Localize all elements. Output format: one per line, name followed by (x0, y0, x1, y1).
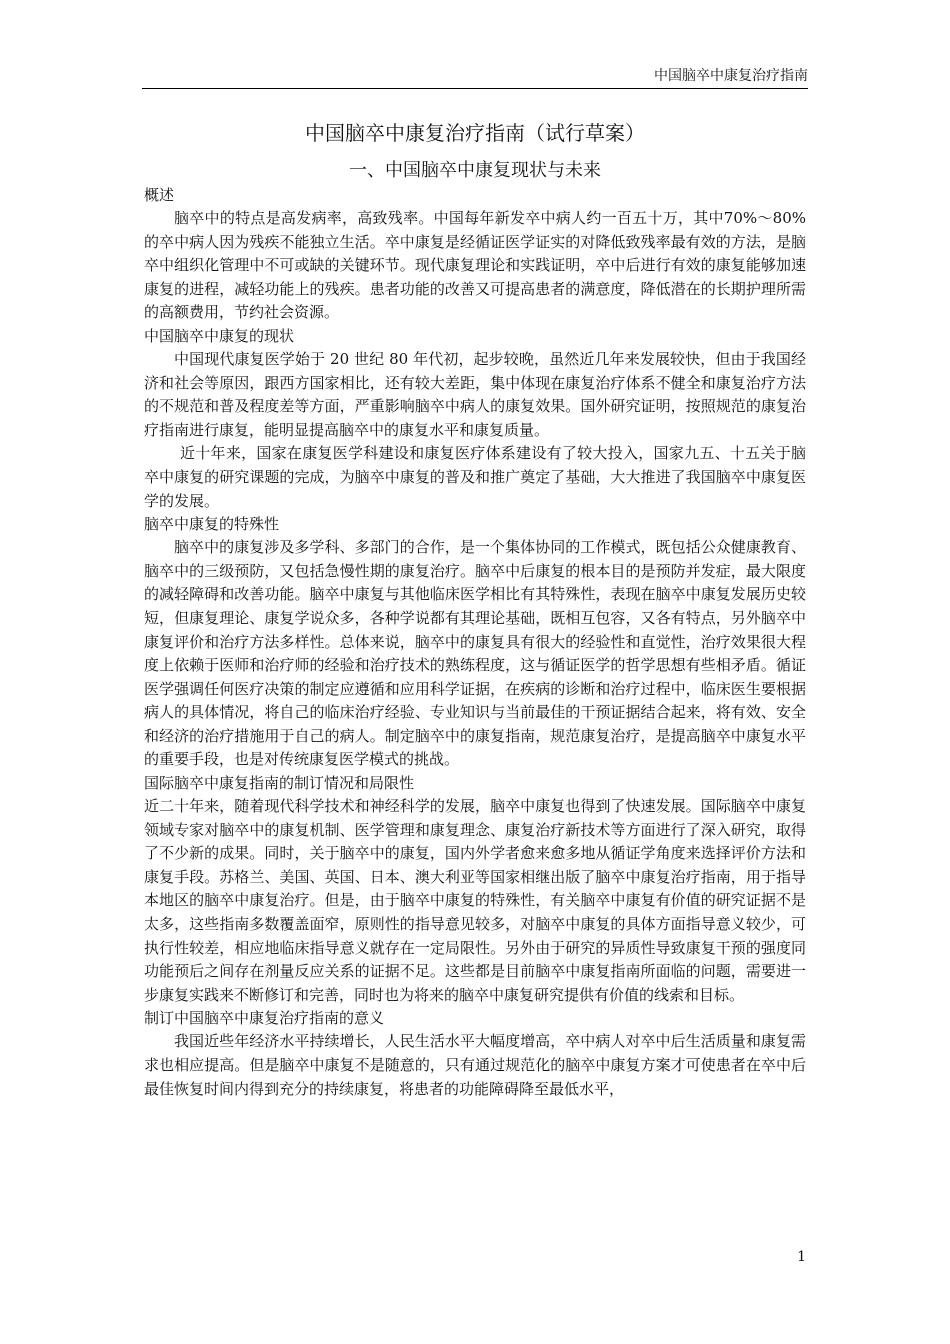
paragraph: 近二十年来，随着现代科学技术和神经科学的发展，脑卒中康复也得到了快速发展。国际脑卒中康复领域专家对脑卒中的康复机制、医学管理和康复理念、康复治疗新技术等方面进行了深入研究，取得了不少新的成果。同时，关于脑卒中的康复，国内外学者愈来愈多地从循证学角度来选择评价方法和康复手段。苏格兰、美国、英国、日本、澳大利亚等国家相继出版了脑卒中康复治疗指南，用于指导本地区的脑卒中康复治疗。但是，由于脑卒中康复的特殊性，有关脑卒中康复有价值的研究证据不是太多，这些指南多数覆盖面窄，原则性的指导意见较多，对脑卒中康复的具体方面指导意义较少，可执行性较差，相应地临床指导意义就存在一定局限性。另外由于研究的异质性导致康复干预的强度同功能预后之间存在剂量反应关系的证据不足。这些都是目前脑卒中康复指南所面临的问题，需要进一步康复实践来不断修订和完善，同时也为将来的脑卒中康复研究提供有价值的线索和目标。 (144, 797, 806, 1004)
header-rule (142, 88, 808, 89)
subheading-current-status: 中国脑卒中康复的现状 (144, 326, 295, 345)
section-significance (144, 1007, 806, 1101)
section-international-guidelines (144, 772, 806, 1007)
paragraph: 近十年来，国家在康复医学科建设和康复医疗体系建设有了较大投入，国家九五、十五关于脑卒中康复的研究课题的完成，为脑卒中康复的普及和推广奠定了基础，大大推进了我国脑卒中康复医学的发展。 (144, 444, 806, 510)
subheading-significance: 制订中国脑卒中康复治疗指南的意义 (144, 1009, 385, 1028)
document-title: 中国脑卒中康复治疗指南（试行草案） (305, 121, 645, 145)
section-particularity (144, 513, 806, 772)
subheading-particularity: 脑卒中康复的特殊性 (144, 515, 280, 534)
section-current-status (144, 325, 806, 513)
paragraph: 我国近些年经济水平持续增长，人民生活水平大幅度增高，卒中病人对卒中后生活质量和康复需求也相应提高。但是脑卒中康复不是随意的，只有通过规范化的脑卒中康复方案才可使患者在卒中后最佳恢复时间内得到充分的持续康复，将患者的功能障碍降至最低水平， (144, 1032, 806, 1098)
paragraph: 中国现代康复医学始于 20 世纪 80 年代初，起步较晚，虽然近几年来发展较快，但由于我国经济和社会等原因，跟西方国家相比，还有较大差距，集中体现在康复治疗体系不健全和康复治疗方法的不规范和普及程度差等方面，严重影响脑卒中病人的康复效果。国外研究证明，按照规范的康复治疗指南进行康复，能明显提高脑卒中的康复水平和康复质量。 (144, 349, 806, 439)
paragraph: 脑卒中的特点是高发病率，高致残率。中国每年新发卒中病人约一百五十万，其中70%～80%的卒中病人因为残疾不能独立生活。卒中康复是经循证医学证实的对降低致残率最有效的方法，是脑卒中组织化管理中不可或缺的关键环节。现代康复理论和实践证明，卒中后进行有效的康复能够加速康复的进程，减轻功能上的残疾。患者功能的改善又可提高患者的满意度，降低潜在的长期护理所需的高额费用，节约社会资源。 (144, 209, 806, 322)
section-overview (144, 184, 806, 325)
paragraph: 脑卒中的康复涉及多学科、多部门的合作，是一个集体协同的工作模式，既包括公众健康教育、脑卒中的三级预防，又包括急慢性期的康复治疗。脑卒中后康复的根本目的是预防并发症，最大限度的减轻障碍和改善功能。脑卒中康复与其他临床医学相比有其特殊性，表现在脑卒中康复发展历史较短，但康复理论、康复学说众多，各种学说都有其理论基础，既相互包容，又各有特点，另外脑卒中康复评价和治疗方法多样性。总体来说，脑卒中的康复具有很大的经验性和直觉性，治疗效果很大程度上依赖于医师和治疗师的经验和治疗技术的熟练程度，这与循证医学的哲学思想有些相矛盾。循证医学强调任何医疗决策的制定应遵循和应用科学证据，在疾病的诊断和治疗过程中，临床医生要根据病人的具体情况，将自己的临床治疗经验、专业知识与当前最佳的干预证据结合起来，将有效、安全和经济的治疗措施用于自己的病人。制定脑卒中的康复指南，规范康复治疗，是提高脑卒中康复水平的重要手段，也是对传统康复医学模式的挑战。 (144, 538, 806, 769)
subheading-overview: 概述 (144, 186, 175, 204)
page-number: 1 (797, 1249, 806, 1265)
section-title: 一、中国脑卒中康复现状与未来 (349, 160, 601, 181)
subheading-international-guidelines: 国际脑卒中康复指南的制订情况和局限性 (144, 774, 415, 793)
document-body (144, 118, 806, 1101)
running-header: 中国脑卒中康复治疗指南 (654, 68, 808, 84)
